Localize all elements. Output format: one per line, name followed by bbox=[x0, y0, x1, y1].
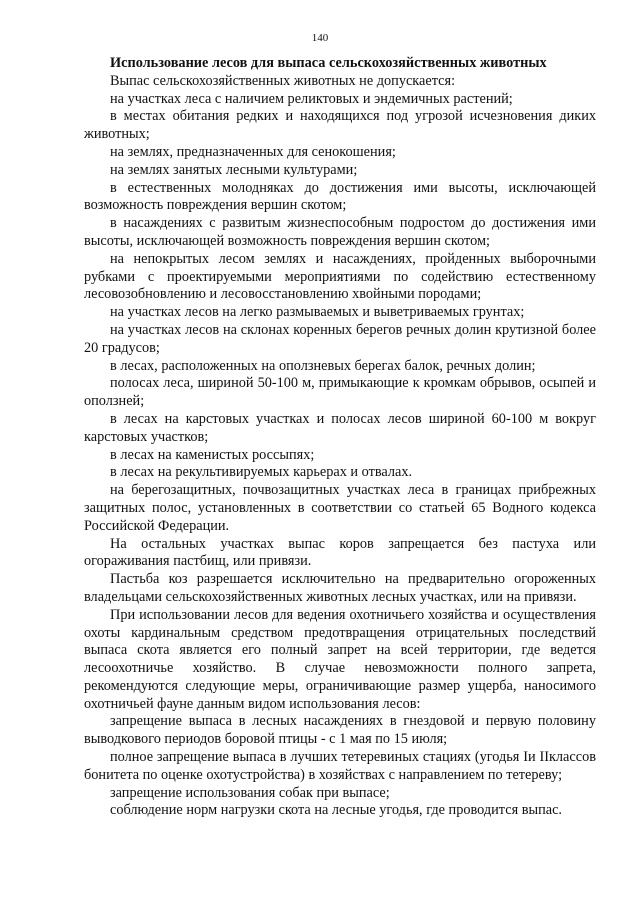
paragraph: в местах обитания редких и находящихся под угрозой исчезновения диких животных; bbox=[84, 108, 596, 143]
paragraph: в лесах, расположенных на оползневых берегах балок, речных долин; bbox=[110, 357, 536, 374]
paragraph: Пастьба коз разрешается исключительно на предварительно огороженных владельцами сельскохозяйственных животных лесных участках, или на привязи. bbox=[84, 571, 596, 605]
paragraph: Выпас сельскохозяйственных животных не допускается: bbox=[110, 72, 456, 89]
paragraph: в естественных молодняках до достижения ими высоты, исключающей возможность повреждения вершин скотом; bbox=[84, 179, 596, 214]
paragraph: на участках леса с наличием реликтовых и эндемичных растений; bbox=[110, 90, 513, 107]
paragraph: в лесах на карстовых участках и полосах лесов шириной 60-100 м вокруг карстовых участков; bbox=[84, 410, 596, 445]
paragraph: полное запрещение выпаса в лучших тетеревиных стациях (угодья Iи IIклассов бонитета по оценке охотустройства) в хозяйствах с направлением по тетереву; bbox=[84, 749, 596, 783]
paragraph: При использовании лесов для ведения охотничьего хозяйства и осуществления охоты кардинальным средством предотвращения отрицательных последствий выпаса скота является его полный запрет на всей территории, где ведется лесоохотничье хозяйство. В случае невозможности полного запрета, рекомендуются следующие меры, ограничивающие размер ущерба, наносимого охотничьей фауне данным видом использования лесов: bbox=[84, 606, 596, 712]
paragraph: соблюдение норм нагрузки скота на лесные угодья, где проводится выпас. bbox=[110, 802, 562, 819]
paragraph: на землях занятых лесными культурами; bbox=[110, 161, 358, 178]
section-heading: Использование лесов для выпаса сельскохозяйственных животных bbox=[110, 55, 547, 71]
paragraph: на участках лесов на склонах коренных берегов речных долин крутизной более 20 градусов; bbox=[84, 321, 596, 356]
paragraph: в лесах на каменистых россыпях; bbox=[110, 446, 315, 463]
paragraph: На остальных участках выпас коров запрещается без пастуха или огораживания пастбищ, или привязи. bbox=[84, 535, 596, 570]
paragraph: на участках лесов на легко размываемых и выветриваемых грунтах; bbox=[110, 304, 525, 321]
paragraph: полосах леса, шириной 50-100 м, примыкающие к кромкам обрывов, осыпей и оползней; bbox=[84, 375, 596, 410]
paragraph: запрещение использования собак при выпасе; bbox=[110, 784, 390, 801]
page-number: 140 bbox=[311, 32, 329, 44]
paragraph: в насаждениях с развитым жизнеспособным подростом до достижения ими высоты, исключающей возможность повреждения вершин скотом; bbox=[84, 215, 596, 249]
paragraph: на непокрытых лесом землях и насаждениях, пройденных выборочными рубками с проектируемыми мероприятиями по содействию естественному лесовозобновлению и лесовосстановлению хвойными породами; bbox=[84, 250, 596, 303]
paragraph: на землях, предназначенных для сенокошения; bbox=[110, 143, 396, 160]
document-body bbox=[84, 55, 596, 820]
paragraph: в лесах на рекультивируемых карьерах и отвалах. bbox=[110, 464, 413, 481]
paragraph: запрещение выпаса в лесных насаждениях в гнездовой и первую половину выводкового периодов боровой птицы - с 1 мая по 15 июля; bbox=[84, 713, 596, 748]
paragraph: на берегозащитных, почвозащитных участках леса в границах прибрежных защитных полос, установленных в соответствии со статьей 65 Водного кодекса Российской Федерации. bbox=[84, 482, 596, 534]
